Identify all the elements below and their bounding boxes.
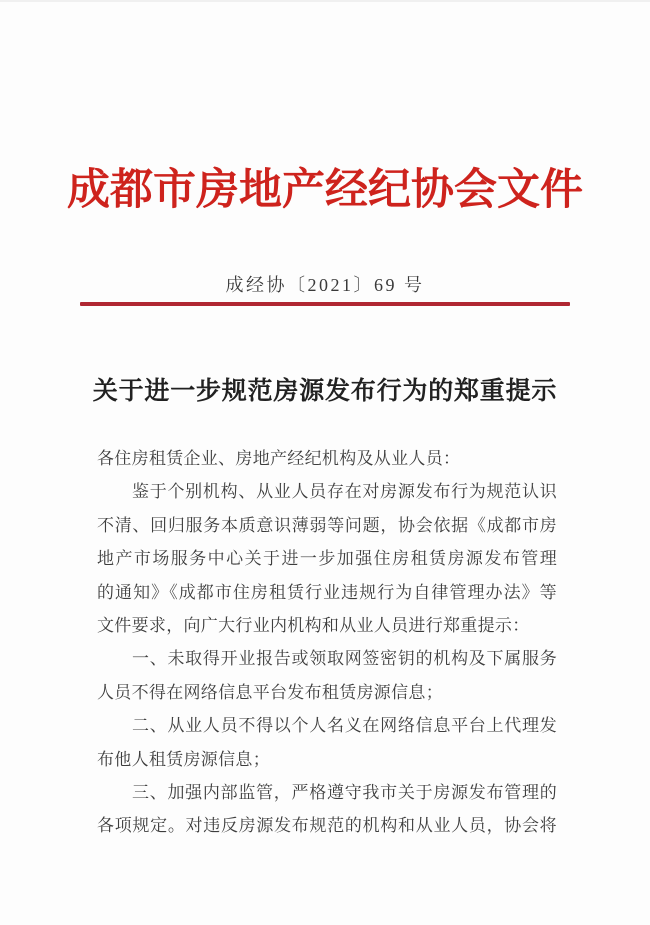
issuer-banner-title: 成都市房地产经纪协会文件 [67,167,583,214]
body-line: 各项规定。对违反房源发布规范的机构和从业人员，协会将 [97,816,557,836]
body-line-item-1: 一、未取得开业报告或领取网签密钥的机构及下属服务 [132,649,557,669]
body-line: 不清、回归服务本质意识薄弱等问题，协会依据《成都市房 [97,515,557,535]
body-line: 布他人租赁房源信息； [97,749,270,769]
body-line-item-2: 二、从业人员不得以个人名义在网络信息平台上代理发 [132,716,557,736]
body-line: 地产市场服务中心关于进一步加强住房租赁房源发布管理 [97,549,557,569]
body-line: 的通知》《成都市住房租赁行业违规行为自律管理办法》等 [97,582,557,602]
body-line: 人员不得在网络信息平台发布租赁房源信息； [97,682,443,702]
document-number: 成经协〔2021〕69 号 [225,275,425,295]
document-title: 关于进一步规范房源发布行为的郑重提示 [92,378,558,405]
document-body [97,442,557,843]
body-line: 鉴于个别机构、从业人员存在对房源发布行为规范认识 [132,482,557,502]
body-line: 文件要求，向广大行业内机构和从业人员进行郑重提示： [97,615,530,635]
red-header-rule [80,302,570,306]
body-line-item-3: 三、加强内部监管，严格遵守我市关于房源发布管理的 [132,782,557,802]
body-line-salutation: 各住房租赁企业、房地产经纪机构及从业人员： [97,449,461,468]
